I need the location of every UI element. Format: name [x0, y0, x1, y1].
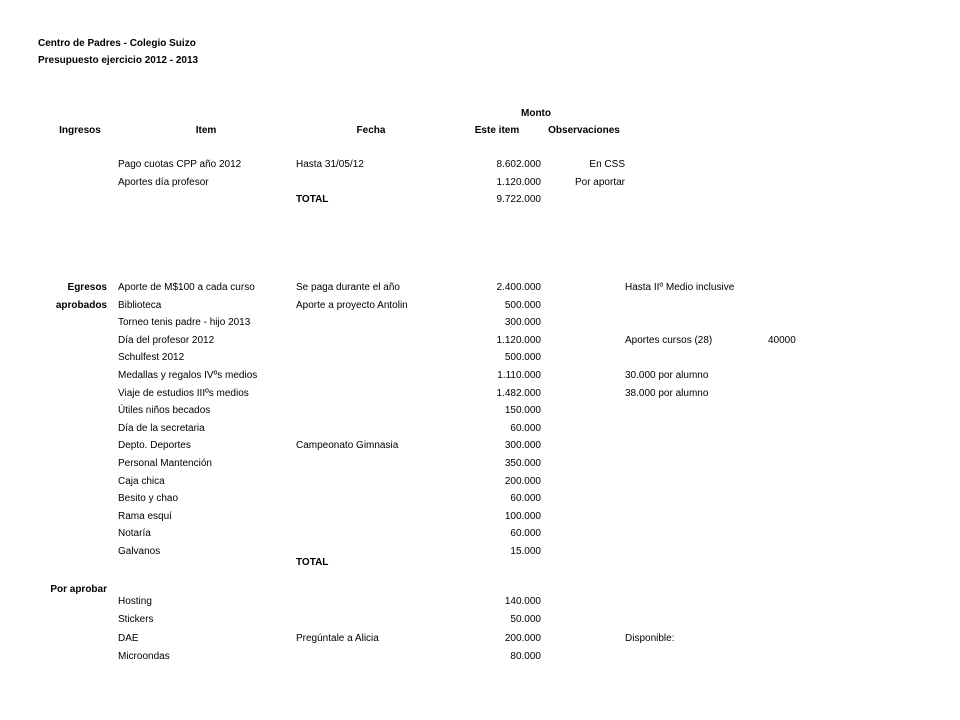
row-monto: 140.000	[504, 596, 541, 607]
row-fecha: Campeonato Gimnasia	[296, 440, 399, 452]
row-item: Depto. Deportes	[118, 440, 191, 452]
aprobados-label: aprobados	[55, 300, 107, 311]
row-fecha: Aporte a proyecto Antolin	[296, 299, 408, 311]
row-item: Día del profesor 2012	[118, 334, 215, 346]
row-monto: 1.482.000	[496, 387, 541, 399]
row-fecha: Se paga durante el año	[296, 282, 400, 293]
row-item: Personal Mantención	[118, 458, 212, 469]
row-monto: 150.000	[504, 405, 541, 417]
row-item: DAE	[118, 632, 139, 644]
row-item: Torneo tenis padre - hijo 2013	[118, 317, 251, 329]
row-monto: 350.000	[504, 458, 541, 469]
column-header-monto: Monto	[521, 108, 551, 119]
row-fecha: Hasta 31/05/12	[296, 159, 364, 170]
row-monto: 15.000	[510, 546, 541, 557]
row-nota: Aportes cursos (28)	[625, 334, 713, 346]
column-header-observaciones: Observaciones	[548, 125, 620, 136]
row-monto: 200.000	[504, 632, 541, 644]
row-item: Caja chica	[118, 475, 165, 487]
budget-title: Presupuesto ejercicio 2012 - 2013	[38, 55, 199, 66]
row-nota: Disponible:	[625, 632, 675, 644]
row-observacion: Por aportar	[574, 177, 625, 188]
column-header-fecha: Fecha	[356, 125, 386, 136]
row-item: Microondas	[118, 650, 170, 662]
row-item: Aporte de M$100 a cada curso	[118, 282, 255, 293]
row-monto: 2.400.000	[496, 282, 541, 293]
row-observacion: En CSS	[589, 159, 625, 170]
column-header-item: Item	[195, 125, 217, 136]
row-item: Notaría	[118, 528, 151, 540]
row-item: Besito y chao	[118, 493, 179, 505]
row-item: Galvanos	[118, 546, 161, 557]
column-header-este-item: Este item	[474, 125, 520, 136]
column-header-ingresos: Ingresos	[59, 125, 101, 136]
ingresos-total-label: TOTAL	[296, 194, 329, 205]
row-monto: 60.000	[510, 528, 541, 540]
row-extra: 40000	[768, 334, 796, 346]
row-item: Útiles niños becados	[118, 405, 211, 417]
row-item: Rama esquí	[118, 510, 172, 522]
row-monto: 60.000	[510, 422, 541, 434]
row-item: Biblioteca	[118, 299, 162, 311]
row-monto: 8.602.000	[496, 159, 541, 170]
row-item: Pago cuotas CPP año 2012	[118, 159, 242, 170]
row-monto: 60.000	[510, 493, 541, 505]
row-monto: 1.110.000	[497, 370, 541, 381]
egresos-label: Egresos	[67, 282, 107, 293]
row-monto: 100.000	[504, 510, 541, 522]
org-title: Centro de Padres - Colegio Suizo	[38, 38, 196, 49]
row-item: Día de la secretaria	[118, 422, 205, 434]
row-monto: 500.000	[504, 352, 541, 364]
row-monto: 500.000	[504, 299, 541, 311]
row-monto: 200.000	[504, 475, 541, 487]
row-monto: 1.120.000	[496, 177, 541, 188]
por-aprobar-label: Por aprobar	[50, 584, 107, 595]
row-monto: 300.000	[504, 440, 541, 452]
row-item: Medallas y regalos IVºs medios	[118, 370, 258, 381]
row-item: Hosting	[118, 596, 152, 607]
row-monto: 80.000	[510, 650, 541, 662]
ingresos-total-value: 9.722.000	[496, 194, 541, 205]
row-fecha: Pregúntale a Alicia	[296, 632, 379, 644]
egresos-total-label: TOTAL	[296, 557, 329, 568]
row-item: Schulfest 2012	[118, 352, 185, 364]
row-monto: 1.120.000	[496, 334, 541, 346]
row-item: Viaje de estudios IIIºs medios	[118, 387, 249, 399]
row-nota: Hasta IIº Medio inclusive	[625, 282, 735, 293]
row-nota: 38.000 por alumno	[625, 387, 709, 399]
row-item: Aportes día profesor	[118, 177, 209, 188]
row-monto: 300.000	[504, 317, 541, 329]
row-nota: 30.000 por alumno	[625, 370, 709, 381]
row-monto: 50.000	[510, 614, 541, 626]
row-item: Stickers	[118, 614, 154, 626]
